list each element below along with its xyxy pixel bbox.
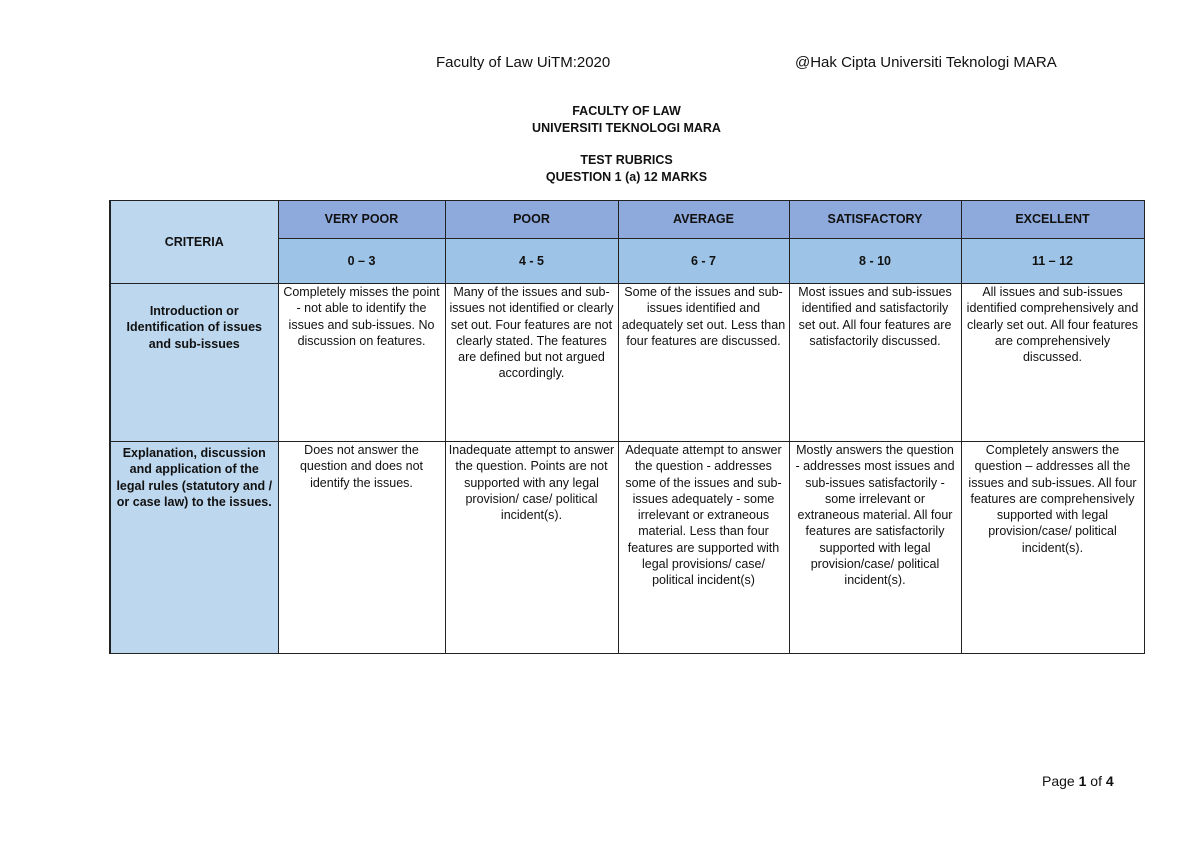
descriptor-cell: Completely answers the question – addresses all the issues and sub-issues. All four features are comprehensively supported with legal provision/case/ political incident(s). bbox=[961, 442, 1144, 654]
page-word: Page bbox=[1042, 773, 1075, 789]
current-page: 1 bbox=[1078, 773, 1087, 789]
range-average: 6 - 7 bbox=[618, 239, 789, 284]
question-title: QUESTION 1 (a) 12 MARKS bbox=[545, 170, 708, 184]
descriptor-cell: Mostly answers the question - addresses most issues and sub-issues satisfactorily - some irrelevant or extraneous material. All four features are satisfactorily supported with legal provision/case/ political incident(s). bbox=[789, 442, 961, 654]
range-very-poor: 0 – 3 bbox=[278, 239, 445, 284]
level-very-poor: VERY POOR bbox=[278, 201, 445, 239]
level-excellent: EXCELLENT bbox=[961, 201, 1144, 239]
range-satisfactory: 8 - 10 bbox=[789, 239, 961, 284]
level-satisfactory: SATISFACTORY bbox=[789, 201, 961, 239]
faculty-title: FACULTY OF LAW bbox=[572, 104, 681, 118]
header-left: Faculty of Law UiTM:2020 bbox=[436, 54, 611, 71]
criterion-explanation: Explanation, discussion and application of the legal rules (statutory and / or case law) to the issues. bbox=[110, 442, 278, 654]
criteria-header: CRITERIA bbox=[110, 201, 278, 284]
criterion-introduction: Introduction or Identification of issues and sub-issues bbox=[110, 284, 278, 442]
rubric-table bbox=[109, 200, 1145, 654]
university-title: UNIVERSITI TEKNOLOGI MARA bbox=[532, 121, 721, 135]
header-right: @Hak Cipta Universiti Teknologi MARA bbox=[795, 54, 1057, 71]
level-poor: POOR bbox=[445, 201, 618, 239]
descriptor-cell: Most issues and sub-issues identified and satisfactorily set out. All four features are satisfactorily discussed. bbox=[789, 284, 961, 442]
range-poor: 4 - 5 bbox=[445, 239, 618, 284]
descriptor-cell: Completely misses the point - not able to identify the issues and sub-issues. No discussion on features. bbox=[278, 284, 445, 442]
rubric-title: TEST RUBRICS bbox=[580, 153, 673, 167]
descriptor-cell: All issues and sub-issues identified comprehensively and clearly set out. All four features are comprehensively discussed. bbox=[961, 284, 1144, 442]
descriptor-cell: Many of the issues and sub-issues not identified or clearly set out. Four features are not clearly stated. The features are defined but not argued accordingly. bbox=[445, 284, 618, 442]
descriptor-cell: Does not answer the question and does not identify the issues. bbox=[278, 442, 445, 654]
table-row bbox=[110, 284, 1144, 442]
of-word: of bbox=[1090, 773, 1102, 789]
level-average: AVERAGE bbox=[618, 201, 789, 239]
range-excellent: 11 – 12 bbox=[961, 239, 1144, 284]
document-titles bbox=[0, 103, 1200, 186]
descriptor-cell: Some of the issues and sub-issues identified and adequately set out. Less than four features are discussed. bbox=[618, 284, 789, 442]
total-pages: 4 bbox=[1105, 773, 1114, 789]
table-row bbox=[110, 442, 1144, 654]
level-header-row bbox=[110, 201, 1144, 239]
descriptor-cell: Adequate attempt to answer the question - addresses some of the issues and sub-issues adequately - some irrelevant or extraneous material. Less than four features are supported with legal provisions/ case/ political incident(s) bbox=[618, 442, 789, 654]
descriptor-cell: Inadequate attempt to answer the question. Points are not supported with any legal provision/ case/ political incident(s). bbox=[445, 442, 618, 654]
page-number bbox=[1042, 773, 1114, 789]
